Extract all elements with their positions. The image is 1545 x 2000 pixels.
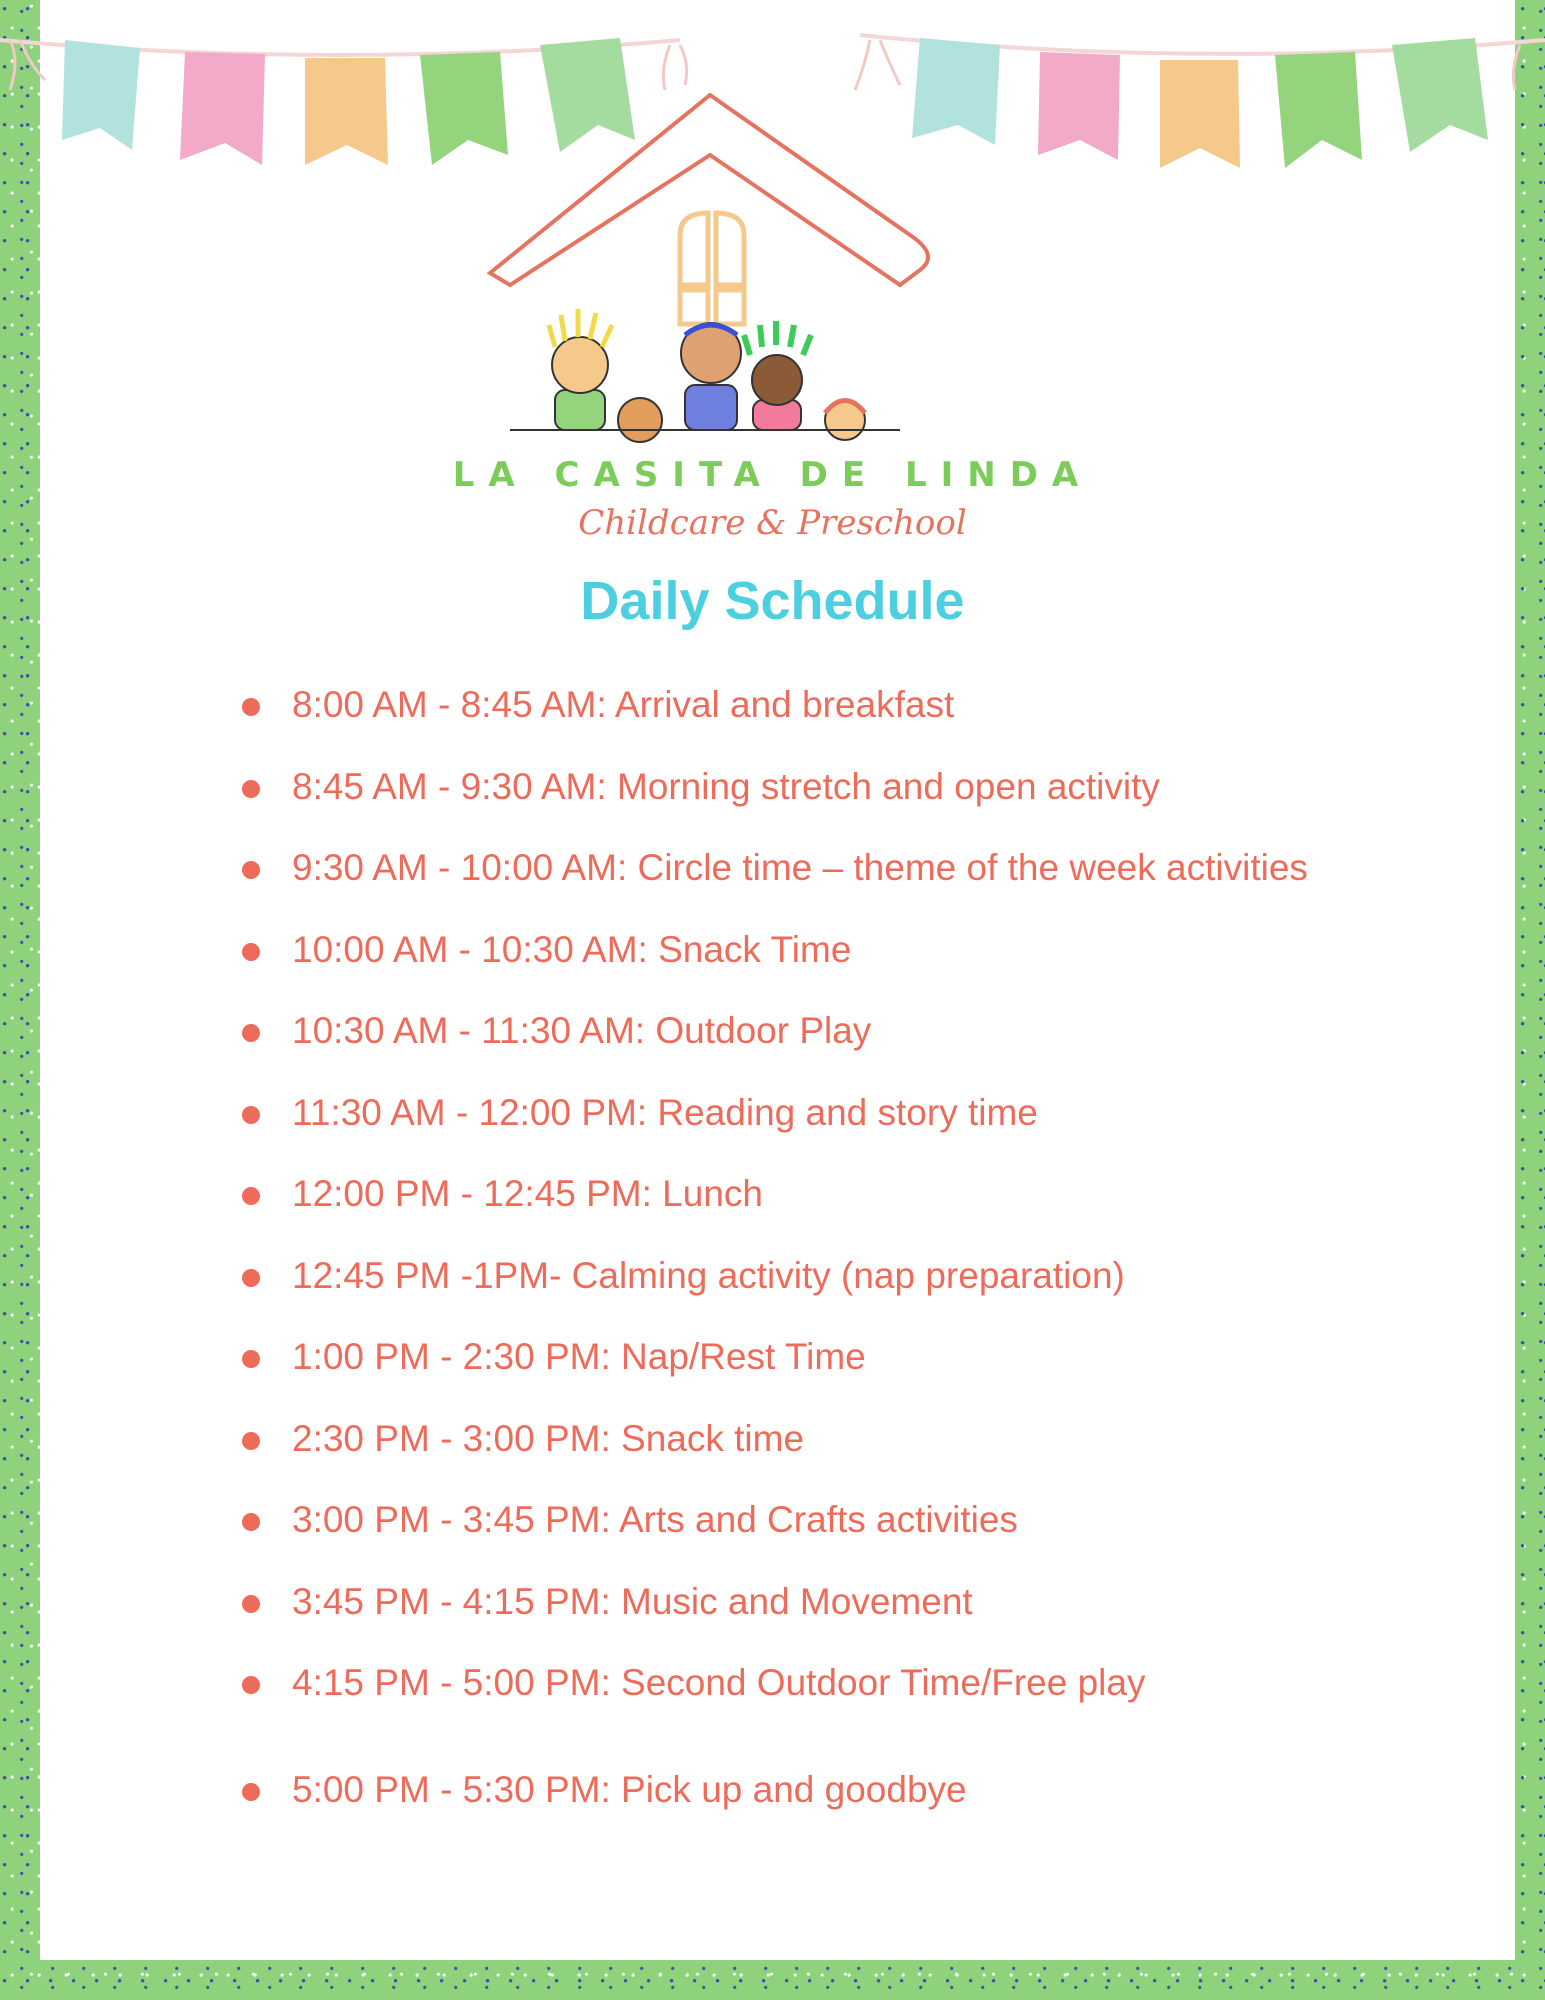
bullet-icon bbox=[242, 1024, 260, 1042]
list-item bbox=[230, 762, 1490, 844]
bullet-icon bbox=[242, 1269, 260, 1287]
bullet-icon bbox=[242, 1513, 260, 1531]
page-title: Daily Schedule bbox=[580, 571, 965, 631]
schedule-item-text: 9:30 AM - 10:00 AM: Circle time – theme of the week activities bbox=[292, 847, 1308, 888]
schedule-item-text: 11:30 AM - 12:00 PM: Reading and story time bbox=[292, 1091, 1038, 1133]
list-item bbox=[230, 1169, 1490, 1251]
list-item bbox=[230, 925, 1490, 1007]
schedule-item-text: 10:30 AM - 11:30 AM: Outdoor Play bbox=[292, 1010, 872, 1051]
list-item bbox=[230, 1006, 1490, 1088]
bullet-icon bbox=[242, 1676, 260, 1694]
bullet-icon bbox=[242, 1432, 260, 1450]
schedule-item-text: 1:00 PM - 2:30 PM: Nap/Rest Time bbox=[292, 1336, 866, 1377]
list-item bbox=[230, 1251, 1490, 1333]
list-item bbox=[230, 843, 1490, 925]
bullet-icon bbox=[242, 1106, 260, 1124]
list-item bbox=[230, 1414, 1490, 1496]
list-item bbox=[230, 1577, 1490, 1659]
schedule-item-text: 12:00 PM - 12:45 PM: Lunch bbox=[292, 1173, 763, 1214]
bullet-icon bbox=[242, 780, 260, 798]
bullet-icon bbox=[242, 698, 260, 716]
bullet-icon bbox=[242, 943, 260, 961]
schedule-item-text: 3:45 PM - 4:15 PM: Music and Movement bbox=[292, 1580, 973, 1622]
window-icon bbox=[680, 213, 744, 324]
schedule-item-text: 10:00 AM - 10:30 AM: Snack Time bbox=[292, 928, 852, 970]
list-item bbox=[230, 1495, 1490, 1577]
bullet-icon bbox=[242, 1595, 260, 1613]
schedule-item-text: 8:00 AM - 8:45 AM: Arrival and breakfast bbox=[292, 684, 955, 725]
list-item bbox=[230, 680, 1490, 762]
brand-name: LA CASITA DE LINDA bbox=[452, 455, 1093, 495]
schedule-item-text: 8:45 AM - 9:30 AM: Morning stretch and open activity bbox=[292, 765, 1160, 807]
bullet-icon bbox=[242, 861, 260, 879]
list-item bbox=[230, 1765, 1490, 1847]
schedule-item-text: 2:30 PM - 3:00 PM: Snack time bbox=[292, 1417, 805, 1459]
list-item bbox=[230, 1088, 1490, 1170]
bullet-icon bbox=[242, 1783, 260, 1801]
list-item bbox=[230, 1658, 1490, 1740]
bullet-icon bbox=[242, 1187, 260, 1205]
house-logo-illustration bbox=[470, 85, 1070, 465]
list-item bbox=[230, 1332, 1490, 1414]
bullet-icon bbox=[242, 1350, 260, 1368]
brand-subtitle: Childcare & Preschool bbox=[578, 503, 967, 543]
schedule-item-text: 12:45 PM -1PM- Calming activity (nap preparation) bbox=[292, 1254, 1125, 1296]
schedule-item-text: 4:15 PM - 5:00 PM: Second Outdoor Time/Free play bbox=[292, 1662, 1146, 1703]
children-icon bbox=[510, 309, 900, 442]
schedule-list bbox=[230, 680, 1490, 1846]
schedule-item-text: 3:00 PM - 3:45 PM: Arts and Crafts activities bbox=[292, 1499, 1018, 1540]
schedule-item-text: 5:00 PM - 5:30 PM: Pick up and goodbye bbox=[292, 1768, 967, 1810]
